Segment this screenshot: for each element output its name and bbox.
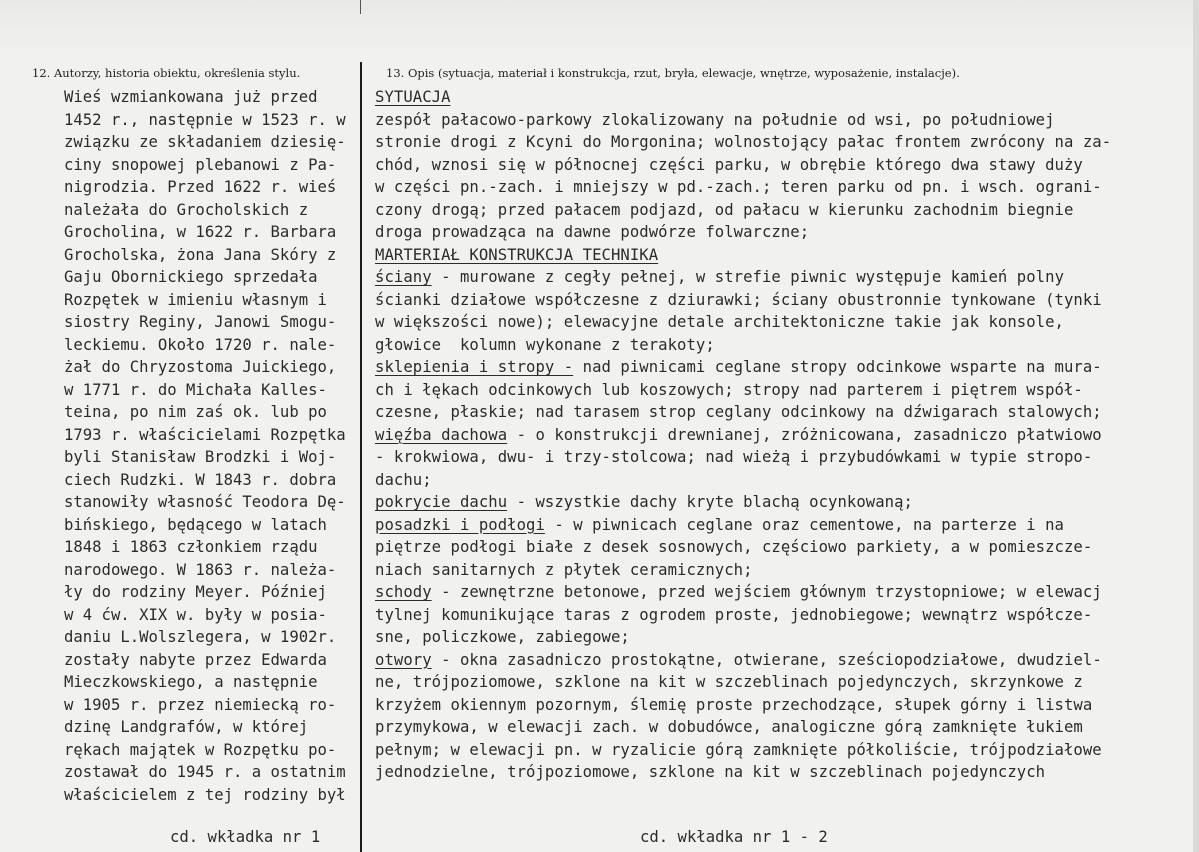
history-line: ły do rodziny Meyer. Później <box>64 583 327 601</box>
description-text: piętrze podłogi białe z desek sosnowych, częściowo parkiety, a w pomieszcze- <box>375 538 1093 556</box>
history-line: 1793 r. właścicielami Rozpętka <box>64 425 346 444</box>
history-line: zostawał do 1945 r. a ostatnim <box>64 763 346 781</box>
description-text: przymykowa, w elewacji zach. w dobudówce, analogiczne górą zamknięte łukiem <box>375 718 1083 736</box>
history-line: Wieś wzmiankowana już przed <box>64 88 318 106</box>
history-line: narodowego. W 1863 r. należa- <box>64 560 337 579</box>
description-text: niach sanitarnych z płytek ceramicznych; <box>375 560 753 579</box>
description-text: ścianki działowe współczesne z dziurawki; ściany obustronnie tynkowane (tynki <box>375 290 1102 309</box>
description-text: chód, wznosi się w północnej części parku, w obrębie którego dwa stawy duży <box>375 155 1083 174</box>
description-text: - krokwiowa, dwu- i trzy-stolcowa; nad wieżą i przybudówkami w typie stropo- <box>375 448 1093 466</box>
description-line <box>375 221 1195 244</box>
right-continuation-note: cd. wkładka nr 1 - 2 <box>640 828 828 846</box>
section-term: więźba dachowa <box>375 425 508 444</box>
description-line <box>375 356 1195 379</box>
description-text: czony drogą; przed pałacem podjazd, od pałacu w kierunku zachodnim biegnie <box>375 200 1074 219</box>
description-line <box>375 379 1195 402</box>
history-line: właścicielem z tej rodziny był <box>64 785 346 804</box>
description-line <box>375 199 1195 222</box>
description-text: - murowane z cegły pełnej, w strefie piwnic występuje kamień polny <box>431 268 1065 286</box>
description-line <box>375 671 1195 694</box>
description-text: czesne, płaskie; nad tarasem strop ceglany odcinkowy na dźwigarach stalowych; <box>375 403 1102 421</box>
description-line <box>375 131 1195 154</box>
description-text: - okna zasadniczo prostokątne, otwierane, sześciopodziałowe, dwudziel- <box>431 650 1102 669</box>
description-text: pełnym; w elewacji pn. w ryzalicie górą zamknięte półkoliście, trójpodziałowe <box>375 740 1102 759</box>
description-text: w większości nowe); elewacyjne detale architektoniczne takie jak konsole, <box>375 313 1064 331</box>
history-line: siostry Reginy, Janowi Smogu- <box>64 313 337 331</box>
history-line: Mieczkowskiego, a następnie <box>64 673 318 691</box>
description-line <box>375 266 1195 289</box>
history-line: bińskiego, będącego w latach <box>64 515 327 534</box>
description-line <box>375 581 1195 604</box>
description-line <box>375 446 1195 469</box>
history-line: Gaju Obornickiego sprzedała <box>64 268 318 286</box>
history-line: rękach majątek w Rozpętku po- <box>64 740 337 759</box>
history-line: stanowiły własność Teodora Dę- <box>64 493 346 511</box>
history-line: teina, po nim zaś ok. lub po <box>64 403 327 421</box>
description-line <box>375 716 1195 739</box>
description-line <box>375 739 1195 762</box>
history-line: Rozpętek w imieniu własnym i <box>64 290 327 309</box>
description-line <box>375 109 1195 132</box>
description-text: nad piwnicami ceglane stropy odcinkowe wsparte na mura- <box>573 358 1102 376</box>
section-term: otwory <box>375 650 432 669</box>
history-line: daniu L.Wolszlegera, w 1902r. <box>64 628 337 646</box>
history-line: nigrodzia. Przed 1622 r. wieś <box>64 178 337 196</box>
history-line: Grocholska, żona Jana Skóry z <box>64 245 337 264</box>
history-line: należała do Grocholskich z <box>64 200 309 219</box>
description-line <box>375 401 1195 424</box>
history-line: leckiemu. Około 1720 r. nale- <box>64 335 337 354</box>
description-text: - w piwnicach ceglane oraz cementowe, na parterze i na <box>544 515 1064 534</box>
section-term: pokrycie dachu <box>375 493 508 511</box>
section-term: sklepienia i stropy - <box>375 358 574 376</box>
description-line <box>375 154 1195 177</box>
description-text: zespół pałacowo-parkowy zlokalizowany na południe od wsi, po południowej <box>375 110 1055 129</box>
history-line: 1848 i 1863 członkiem rządu <box>64 538 318 556</box>
description-text: tylnej komunikujące taras z ogrodem proste, jednobiegowe; wewnątrz współcze- <box>375 605 1093 624</box>
history-line: w 1905 r. przez niemiecką ro- <box>64 695 337 714</box>
history-line: dzinę Landgrafów, w której <box>64 718 309 736</box>
history-line: ciech Rudzki. W 1843 r. dobra <box>64 470 337 489</box>
description-line <box>375 514 1195 537</box>
history-line: w 1771 r. do Michała Kalles- <box>64 380 327 399</box>
description-text: głowice kolumn wykonane z terakoty; <box>375 335 715 354</box>
description-text: droga prowadząca na dawne podwórze folwarczne; <box>375 223 810 241</box>
section-12-heading: 12. Autorzy, historia obiektu, określenia stylu. <box>32 66 301 80</box>
history-line: 1452 r., następnie w 1523 r. w <box>64 110 346 129</box>
history-line: związku ze składaniem dziesię- <box>64 133 346 151</box>
description-line <box>375 626 1195 649</box>
description-line <box>375 469 1195 492</box>
section-term: schody <box>375 583 432 601</box>
section-term: posadzki i podłogi <box>375 515 545 534</box>
history-line: Grocholina, w 1622 r. Barbara <box>64 223 337 241</box>
history-line: żał do Chryzostoma Juickiego, <box>64 358 337 376</box>
history-column <box>64 86 364 806</box>
description-line <box>375 86 1195 109</box>
description-line <box>375 289 1195 312</box>
description-line <box>375 649 1195 672</box>
history-line: ciny snopowej plebanowi z Pa- <box>64 155 337 174</box>
description-text: - wszystkie dachy kryte blachą ocynkowaną; <box>507 493 913 511</box>
description-column <box>375 86 1195 784</box>
column-tick <box>360 0 361 14</box>
description-text: - zewnętrzne betonowe, przed wejściem głównym trzystopniowe; w elewacj <box>431 583 1102 601</box>
description-text: ne, trójpoziomowe, szklone na kit w szczeblinach pojedynczych, skrzynkowe z <box>375 673 1083 691</box>
section-13-heading: 13. Opis (sytuacja, materiał i konstrukcja, rzut, bryła, elewacje, wnętrze, wyposażenie, instalacje). <box>386 66 960 80</box>
description-line <box>375 559 1195 582</box>
page-top-margin <box>0 0 1199 60</box>
description-text: sne, policzkowe, zabiegowe; <box>375 628 630 646</box>
description-line <box>375 244 1195 267</box>
history-line: zostały nabyte przez Edwarda <box>64 650 327 669</box>
description-line <box>375 761 1195 784</box>
section-term: ściany <box>375 268 432 286</box>
history-line: byli Stanisław Brodzki i Woj- <box>64 448 337 466</box>
left-continuation-note: cd. wkładka nr 1 <box>170 828 321 846</box>
description-line <box>375 694 1195 717</box>
description-line <box>375 424 1195 447</box>
section-term: SYTUACJA <box>375 88 451 106</box>
history-line: w 4 ćw. XIX w. były w posia- <box>64 605 327 624</box>
section-term: MARTERIAŁ KONSTRUKCJA TECHNIKA <box>375 245 659 264</box>
description-line <box>375 491 1195 514</box>
description-line <box>375 334 1195 357</box>
description-text: krzyżem okiennym pozornym, ślemię proste przechodzące, słupek górny i listwa <box>375 695 1093 714</box>
description-line <box>375 604 1195 627</box>
description-line <box>375 176 1195 199</box>
description-text: w części pn.-zach. i mniejszy w pd.-zach.; teren parku od pn. i wsch. ograni- <box>375 178 1102 196</box>
description-text: jednodzielne, trójpoziomowe, szklone na kit w szczeblinach pojedynczych <box>375 763 1046 781</box>
description-line <box>375 536 1195 559</box>
description-line <box>375 311 1195 334</box>
description-text: dachu; <box>375 470 432 489</box>
description-text: stronie drogi z Kcyni do Morgonina; wolnostojący pałac frontem zwrócony na za- <box>375 133 1112 151</box>
description-text: ch i łękach odcinkowych lub koszowych; stropy nad parterem i piętrem współ- <box>375 380 1083 399</box>
description-text: - o konstrukcji drewnianej, zróżnicowana, zasadniczo płatwiowo <box>507 425 1102 444</box>
